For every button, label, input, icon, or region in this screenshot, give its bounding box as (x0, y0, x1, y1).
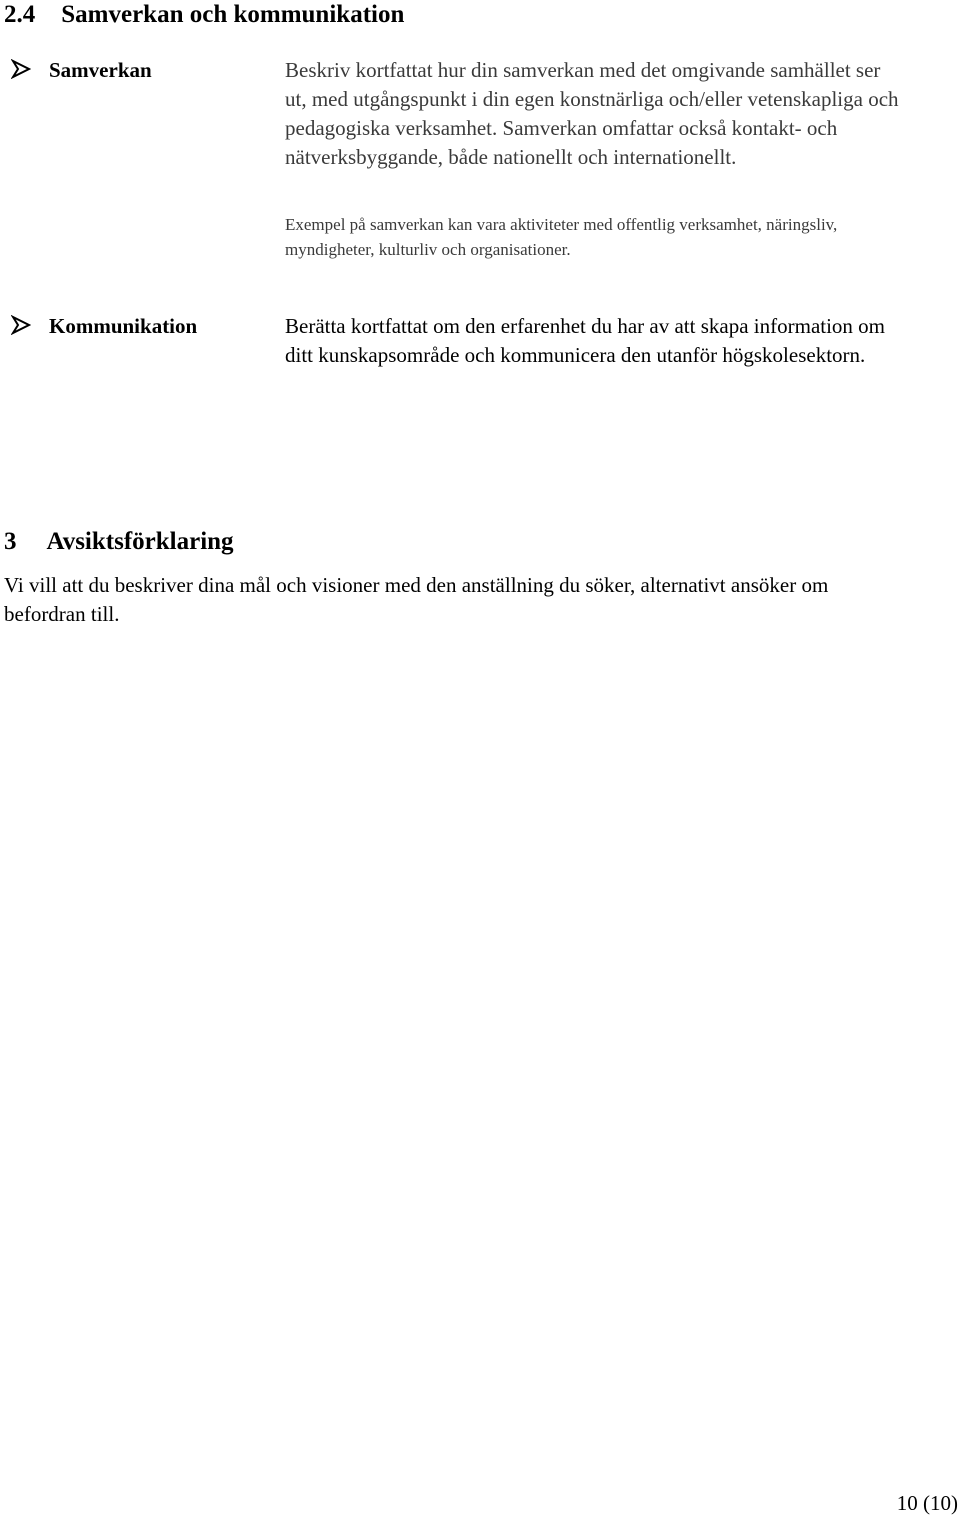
section-title: Avsiktsförklaring (46, 528, 234, 555)
section-heading-2-4 (4, 2, 404, 27)
item-text-kommunikation: Berätta kortfattat om den erfarenhet du har av att skapa information om ditt kunskapsområde och kommunicera den utanför högskolesektorn. (285, 314, 886, 367)
arrowhead-bullet-icon (11, 315, 31, 335)
section-heading-3 (4, 529, 234, 554)
page-number: 10 (10) (896, 1491, 958, 1515)
item-label-samverkan: Samverkan (49, 58, 152, 82)
item-text-samverkan: Beskriv kortfattat hur din samverkan med det omgivande samhället ser ut, med utgångspunkt i din egen konstnärliga och/eller vetenskapliga och pedagogiska verksamhet. Samverkan omfattar också kontakt- och nätverksbyggande, både nationellt och internationellt. (285, 58, 899, 169)
item-example-samverkan: Exempel på samverkan kan vara aktiviteter med offentlig verksamhet, näringsliv, myndigheter, kulturliv och organisationer. (285, 215, 838, 259)
section-body-text: Vi vill att du beskriver dina mål och visioner med den anställning du söker, alternativt ansöker om befordran till. (4, 573, 829, 626)
section-title: Samverkan och kommunikation (61, 1, 405, 28)
section-number: 2.4 (4, 1, 36, 28)
item-label-kommunikation: Kommunikation (49, 314, 198, 338)
arrowhead-bullet-icon (11, 59, 31, 79)
section-number: 3 (4, 528, 17, 555)
